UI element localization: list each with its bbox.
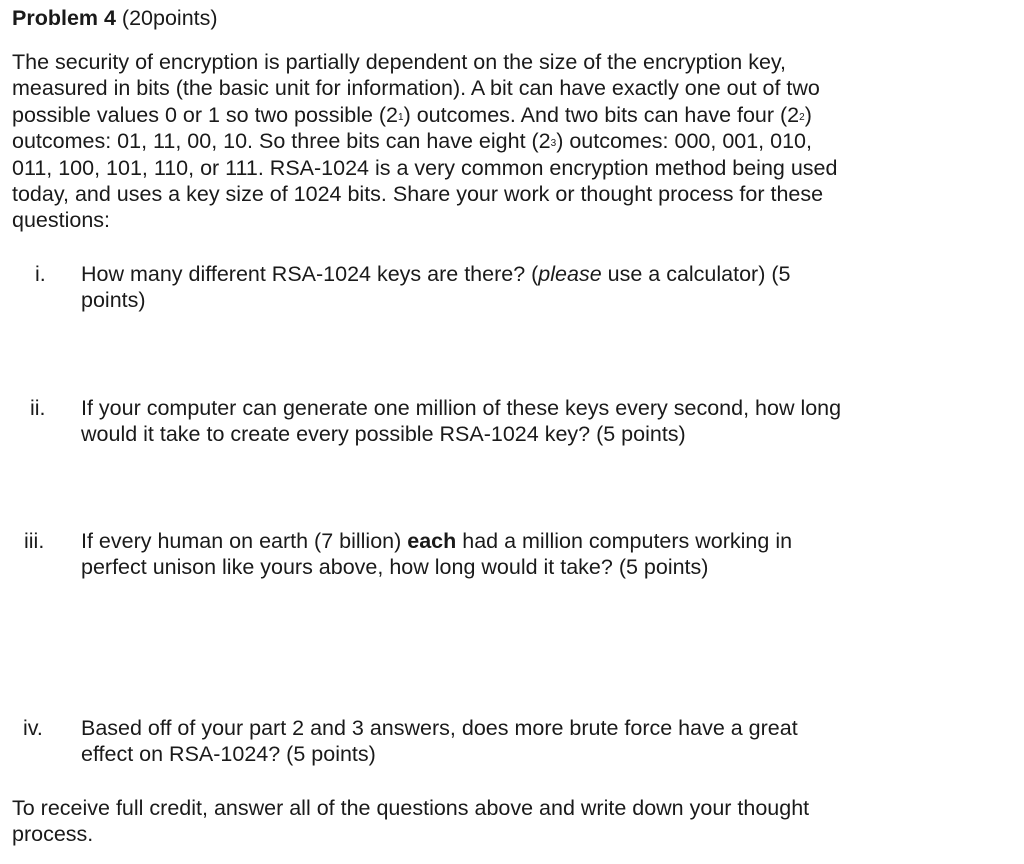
question-emphasis: each xyxy=(407,529,457,553)
question-line-1-part-a: If every human on earth (7 billion) xyxy=(81,529,408,553)
question-text xyxy=(81,528,1011,581)
question-text xyxy=(81,715,1011,768)
question-number: iv. xyxy=(23,716,43,740)
intro-line-4-part-c: ) outcomes: 000, 001, 010, xyxy=(556,129,812,154)
exponent-2: 2 xyxy=(799,111,805,123)
exponent-1: 1 xyxy=(398,111,404,123)
question-emphasis: please xyxy=(538,262,602,286)
question-line-1 xyxy=(81,261,1011,287)
question-line-1: If your computer can generate one million of these keys every second, how long xyxy=(81,396,842,420)
question-line-1-part-c: use a calculator) (5 xyxy=(601,262,791,286)
exponent-3: 3 xyxy=(550,138,557,150)
question-text xyxy=(81,395,1011,448)
intro-paragraph xyxy=(12,49,1012,234)
intro-line-4 xyxy=(12,128,1012,154)
closing-line-1: To receive full credit, answer all of the questions above and write down your thought xyxy=(12,796,810,820)
problem-title xyxy=(12,5,218,31)
intro-line-6: today, and uses a key size of 1024 bits. Share your work or thought process for these xyxy=(12,182,824,207)
question-line-2: effect on RSA-1024? (5 points) xyxy=(81,742,376,767)
problem-title-points: (20points) xyxy=(115,6,218,30)
question-line-2: would it take to create every possible RSA-1024 key? (5 points) xyxy=(81,422,686,447)
question-text xyxy=(81,261,1011,314)
intro-line-4-part-a: outcomes: 01, 11, 00, 10. So three bits can have eight (2 xyxy=(12,129,551,154)
closing-paragraph xyxy=(12,795,1012,848)
intro-line-2: measured in bits (the basic unit for information). A bit can have exactly one out of two xyxy=(12,76,820,101)
intro-line-3 xyxy=(12,102,1012,128)
question-line-1-part-a: How many different RSA-1024 keys are there? ( xyxy=(81,262,539,286)
problem-title-bold: Problem 4 xyxy=(12,6,116,30)
intro-line-3-part-c: ) outcomes. And two bits can have four (2 xyxy=(403,102,800,127)
question-number: ii. xyxy=(30,396,46,420)
question-line-2: perfect unison like yours above, how long would it take? (5 points) xyxy=(81,555,709,580)
intro-line-3-part-a: possible values 0 or 1 so two possible (2 xyxy=(12,102,399,127)
question-line-1 xyxy=(81,528,1011,554)
intro-line-7: questions: xyxy=(12,208,111,233)
intro-line-5: 011, 100, 101, 110, or 111. RSA-1024 is a very common encryption method being used xyxy=(12,155,838,180)
closing-line-2: process. xyxy=(12,822,94,847)
question-number: iii. xyxy=(24,529,45,553)
question-line-2: points) xyxy=(81,288,146,313)
intro-line-3-part-e: ) xyxy=(804,102,812,127)
intro-line-1: The security of encryption is partially dependent on the size of the encryption key, xyxy=(12,50,787,74)
question-line-1: Based off of your part 2 and 3 answers, does more brute force have a great xyxy=(81,716,798,740)
question-number: i. xyxy=(35,262,46,286)
question-line-1-part-c: had a million computers working in xyxy=(456,529,793,553)
